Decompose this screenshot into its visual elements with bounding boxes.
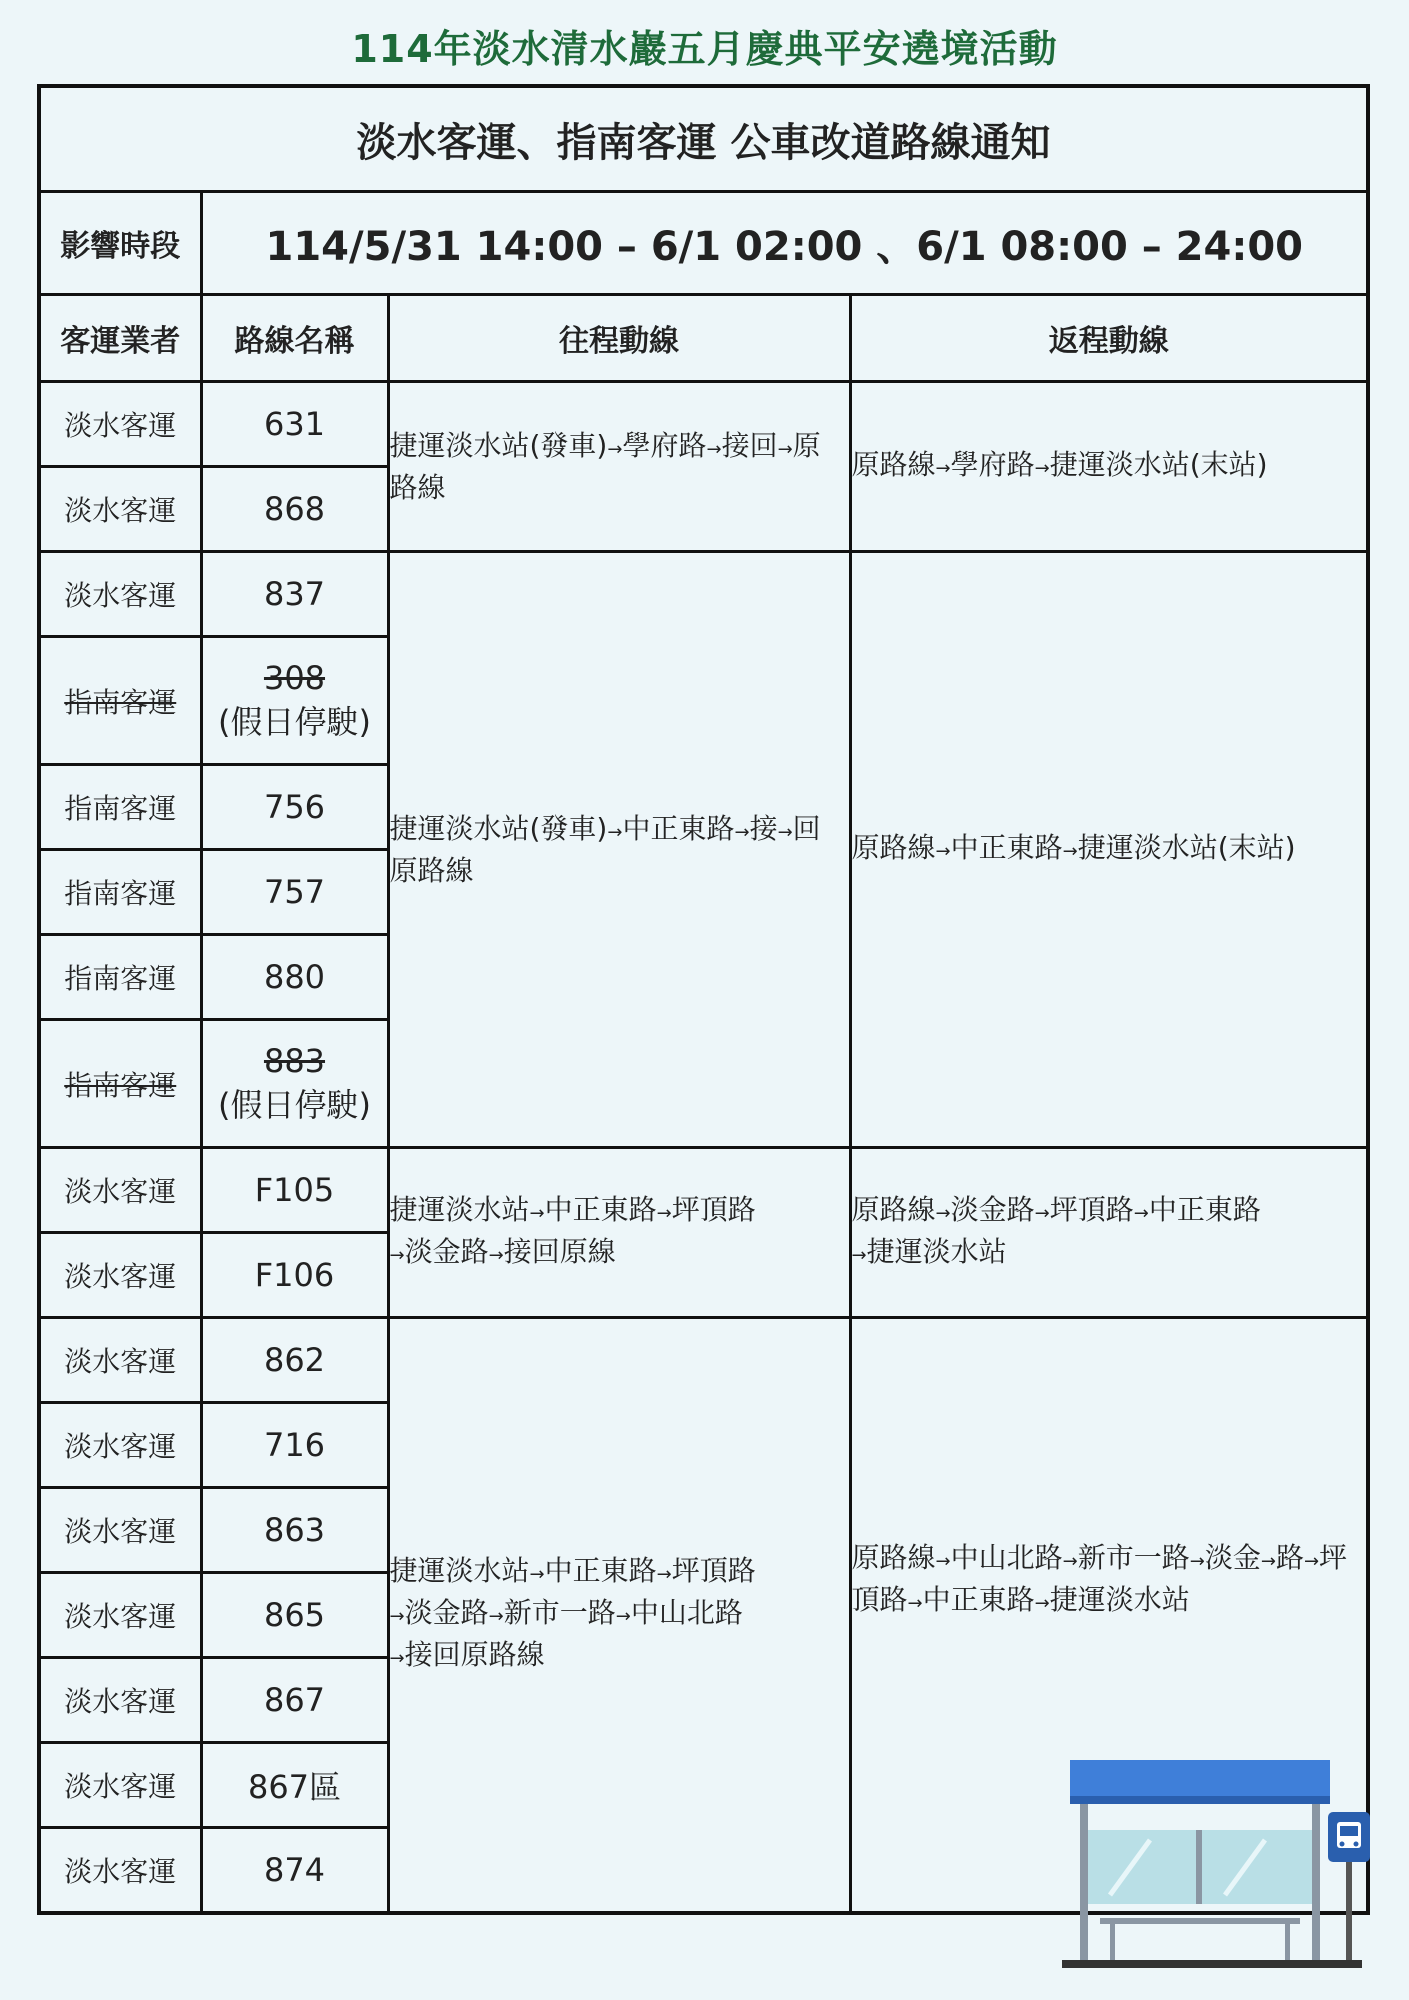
route-segment: 捷運淡水站 [389, 1553, 530, 1587]
return-desc: 原路線→學府路→捷運淡水站(末站) [850, 382, 1368, 552]
operator-cell: 指南客運 [39, 935, 201, 1020]
route-segment: 路 [1275, 1541, 1304, 1574]
table-row [39, 552, 1368, 637]
route-cell: 756 [201, 765, 388, 850]
route-cell: 868 [201, 467, 388, 552]
notice-title: 淡水客運、指南客運 公車改道路線通知 [39, 86, 1368, 192]
route-cell: F106 [201, 1233, 388, 1318]
outbound-desc: 捷運淡水站(發車)→學府路→接回→原路線 [388, 382, 850, 552]
route-segment: 坪頂路 [1049, 1192, 1134, 1226]
route-segment: 捷運淡水站 [1049, 1583, 1190, 1616]
route-segment: 學府路 [622, 428, 707, 462]
return-desc: 原路線→中山北路→新市一路→淡金→路→坪頂路→中正東路→捷運淡水站 [850, 1318, 1368, 1913]
route-cell: 862 [201, 1318, 388, 1403]
operator-cell: 指南客運 [39, 765, 201, 850]
outbound-desc: 捷運淡水站→中正東路→坪頂路 →淡金路→接回原線 [388, 1148, 850, 1318]
route-segment: 中正東路 [922, 1583, 1035, 1616]
operator-cell: 淡水客運 [39, 1318, 201, 1403]
route-segment: 中正東路 [1148, 1192, 1261, 1226]
page-title: 114年淡水清水巖五月慶典平安遶境活動 [351, 27, 1058, 71]
route-cell: 863 [201, 1488, 388, 1573]
route-cell: 867 [201, 1658, 388, 1743]
time-label: 影響時段 [39, 192, 201, 295]
route-cell: 880 [201, 935, 388, 1020]
route-segment: 回原路線 [389, 811, 821, 887]
suspension-note: (假日停駛) [218, 1085, 371, 1124]
route-cell-suspended [201, 1020, 388, 1148]
operator-cell: 淡水客運 [39, 1828, 201, 1913]
operator-cell: 淡水客運 [39, 1148, 201, 1233]
detour-notice-table [37, 84, 1370, 1915]
table-row [39, 382, 1368, 467]
route-segment: 坪頂路 [671, 1192, 756, 1226]
route-cell: 865 [201, 1573, 388, 1658]
route-cell: F105 [201, 1148, 388, 1233]
route-segment: 原路線 [389, 428, 821, 504]
route-segment: 中山北路 [630, 1595, 743, 1629]
return-desc: 原路線→淡金路→坪頂路→中正東路 →捷運淡水站 [850, 1148, 1368, 1318]
route-segment: 中正東路 [544, 1192, 657, 1226]
route-segment: 坪頂路 [851, 1541, 1348, 1616]
route-segment: 中正東路 [622, 811, 735, 845]
operator-cell: 淡水客運 [39, 467, 201, 552]
route-segment: 接回原路線 [404, 1637, 545, 1671]
route-segment: 接回 [721, 428, 778, 462]
route-cell: 874 [201, 1828, 388, 1913]
route-cell: 631 [201, 382, 388, 467]
route-segment: 淡金路 [404, 1234, 489, 1268]
route-segment: 原路線 [851, 447, 936, 481]
suspension-note: (假日停駛) [218, 702, 371, 741]
route-segment: 中正東路 [544, 1553, 657, 1587]
route-segment: 淡金 [1204, 1541, 1261, 1574]
operator-cell: 淡水客運 [39, 382, 201, 467]
time-value: 114/5/31 14:00 – 6/1 02:00 、6/1 08:00 – 24:00 [201, 192, 1368, 295]
route-segment: 捷運淡水站(末站) [1077, 830, 1296, 864]
route-cell: 867區 [201, 1743, 388, 1828]
route-number: 308 [263, 658, 326, 697]
operator-cell: 淡水客運 [39, 552, 201, 637]
route-number: 883 [263, 1041, 326, 1080]
operator-cell: 淡水客運 [39, 1233, 201, 1318]
bus-icon [1328, 1812, 1370, 1862]
route-segment: 捷運淡水站 [866, 1234, 1007, 1268]
route-segment: 原路線 [851, 1192, 936, 1226]
operator-cell: 指南客運 [39, 850, 201, 935]
route-segment: 新市一路 [503, 1595, 616, 1629]
route-segment: 接 [749, 811, 778, 845]
operator-cell: 淡水客運 [39, 1658, 201, 1743]
route-segment: 接回原線 [503, 1234, 616, 1268]
bus-stop-icon [1040, 1750, 1380, 1970]
route-segment: 捷運淡水站(發車) [389, 811, 608, 845]
route-segment: 原路線 [851, 830, 936, 864]
outbound-desc: 捷運淡水站→中正東路→坪頂路 →淡金路→新市一路→中山北路 →接回原路線 [388, 1318, 850, 1913]
route-cell-suspended [201, 637, 388, 765]
operator-cell: 淡水客運 [39, 1743, 201, 1828]
route-segment: 新市一路 [1077, 1541, 1190, 1574]
route-cell: 837 [201, 552, 388, 637]
route-segment: 淡金路 [950, 1192, 1035, 1226]
table-row [39, 1318, 1368, 1403]
col-route: 路線名稱 [201, 295, 388, 382]
operator-cell: 淡水客運 [39, 1403, 201, 1488]
route-segment: 中正東路 [950, 830, 1063, 864]
route-cell: 716 [201, 1403, 388, 1488]
operator-cell: 淡水客運 [39, 1573, 201, 1658]
route-segment: 坪頂路 [671, 1553, 756, 1587]
route-segment: 捷運淡水站(末站) [1049, 447, 1268, 481]
route-cell: 757 [201, 850, 388, 935]
operator-cell-suspended: 指南客運 [39, 637, 201, 765]
route-segment: 中山北路 [950, 1541, 1063, 1574]
route-segment: 學府路 [950, 447, 1035, 481]
route-segment: 捷運淡水站 [389, 1192, 530, 1226]
col-operator: 客運業者 [39, 295, 201, 382]
operator-cell: 淡水客運 [39, 1488, 201, 1573]
route-segment: 淡金路 [404, 1595, 489, 1629]
operator-cell-suspended: 指南客運 [39, 1020, 201, 1148]
col-outbound: 往程動線 [388, 295, 850, 382]
table-row [39, 1148, 1368, 1233]
outbound-desc: 捷運淡水站(發車)→中正東路→接→回原路線 [388, 552, 850, 1148]
route-segment: 捷運淡水站(發車) [389, 428, 608, 462]
route-segment: 原路線 [851, 1541, 936, 1574]
col-return: 返程動線 [850, 295, 1368, 382]
return-desc: 原路線→中正東路→捷運淡水站(末站) [850, 552, 1368, 1148]
